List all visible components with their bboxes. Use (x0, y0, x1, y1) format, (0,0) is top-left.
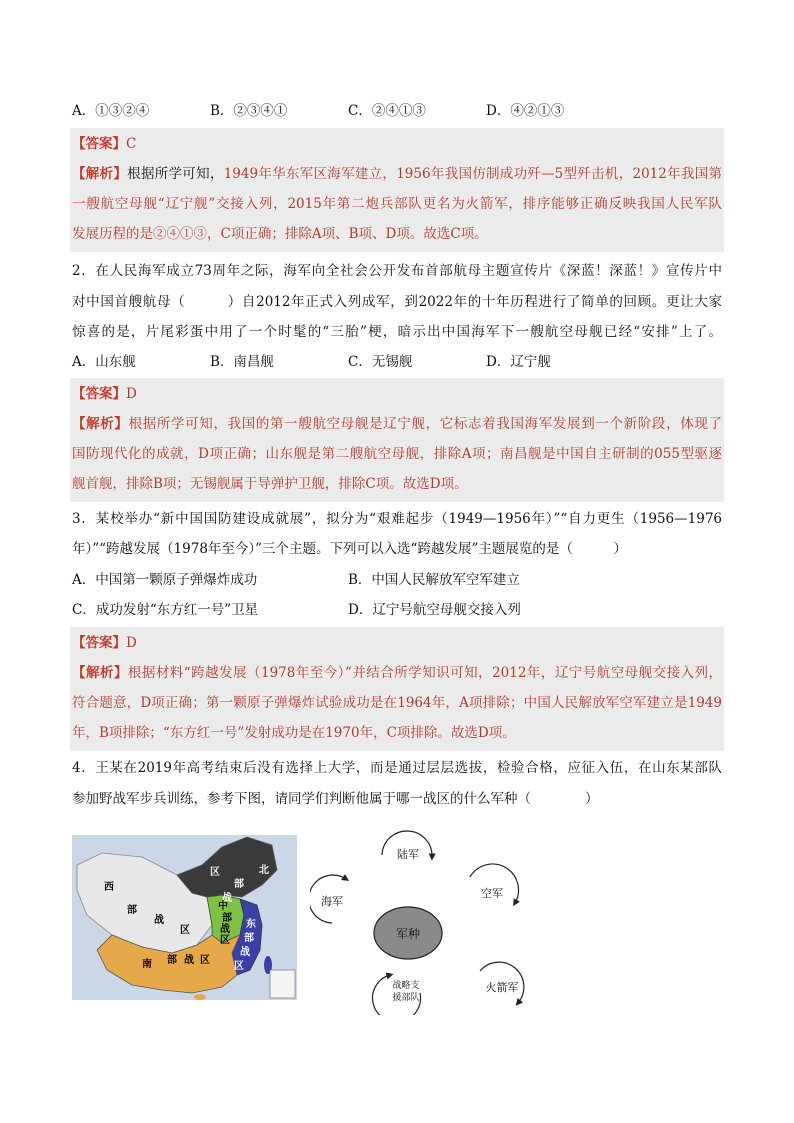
q2-option-d[interactable]: D．辽宁舰 (486, 354, 551, 370)
q1-option-c[interactable]: C．②④①③ (348, 103, 426, 119)
q2-option-b[interactable]: B．南昌舰 (210, 354, 274, 370)
map-label-east-qu: 区 (234, 961, 244, 972)
map-inset (270, 970, 295, 998)
q3-option-c[interactable]: C．成功发射“东方红一号”卫星 (72, 602, 259, 618)
map-label-north-qu: 区 (210, 867, 220, 878)
q2-answer-row: 【答案】D (72, 386, 137, 402)
q3-stem-line-1: 3．某校举办“新中国国防建设成就展”，拟分为“艰难起步（1949—1956年）”“自力更生（1956—1976 (72, 511, 722, 527)
diagram-rocket-label: 火箭军 (485, 981, 519, 994)
map-label-central-qu: 区 (220, 935, 230, 946)
q3-answer: D (126, 635, 137, 651)
q1-option-d[interactable]: D．④②①③ (486, 103, 565, 119)
q2-analysis-line-1: 【解析】根据所学可知，我国的第一艘航空母舰是辽宁舰，它标志着我国海军发展到一个新阶段，体现了 (72, 416, 722, 432)
map-label-north-zhan: 战 (222, 893, 232, 904)
q4-stem-line-1: 4．王某在2019年高考结束后没有选择上大学，而是通过层层选拔，检验合格，应征入伍，在山东某部队 (72, 760, 722, 776)
diagram-navy-label: 海军 (321, 895, 343, 908)
q2-option-c[interactable]: C．无锡舰 (348, 354, 413, 370)
q3-option-b[interactable]: B．中国人民解放军空军建立 (348, 572, 520, 588)
q1-analysis-line-2: 一艘航空母舰“辽宁舰”交接入列，2015年第二炮兵部队更名为火箭军，排序能够正确反映我国人民军队 (72, 196, 722, 212)
q2-option-a[interactable]: A．山东舰 (72, 354, 136, 370)
diagram-support-label-2: 援部队 (392, 993, 420, 1003)
q2-answer-block (70, 378, 724, 502)
map-label-south-bu: 部 (167, 955, 177, 966)
diagram-army-label: 陆军 (397, 848, 419, 861)
map-svg (72, 835, 297, 1000)
q1-answer-block (70, 128, 724, 252)
q1-option-a[interactable]: A．①③②④ (72, 103, 150, 119)
map-label-east-bu: 部 (244, 933, 254, 944)
diagram-svg (310, 825, 550, 1015)
answer-tag: 【答案】 (72, 136, 126, 152)
map-label-south-qu: 区 (200, 955, 210, 966)
map-label-east-zhan: 战 (240, 947, 250, 958)
q3-answer-block (70, 627, 724, 751)
q3-analysis-line-3: 年，B项排除；“东方红一号”发射成功是在1970年，C项排除。故选D项。 (72, 725, 516, 741)
map-label-east: 东 (246, 919, 256, 930)
q3-option-a[interactable]: A．中国第一颗原子弹爆炸成功 (72, 572, 258, 588)
q3-analysis-line-2: 符合题意，D项正确；第一颗原子弹爆炸试验成功是在1964年，A项排除；中国人民解放军空军建立是1949 (72, 695, 722, 711)
q4-stem-line-2: 参加野战军步兵训练，参考下图，请同学们判断他属于哪一战区的什么军种（ ） (72, 791, 599, 807)
map-label-central-bu: 部 (222, 913, 232, 924)
q1-answer-row (72, 134, 136, 154)
map-label-west-qu: 区 (180, 925, 190, 936)
q2-analysis-line-2: 国防现代化的成就，D项正确；山东舰是第二艘航空母舰，排除A项；南昌舰是中国自主研制的055型驱逐 (72, 446, 722, 462)
q3-option-d[interactable]: D．辽宁号航空母舰交接入列 (348, 602, 521, 618)
military-branch-diagram (310, 825, 550, 1015)
q2-stem-line-2: 对中国首艘航母（ ）自2012年正式入列成军，到2022年的十年历程进行了简单的回顾。更让大家 (72, 294, 722, 310)
q2-analysis-line-3: 舰首舰，排除B项；无锡舰属于导弹护卫舰，排除C项。故选D项。 (72, 476, 468, 492)
analysis-tag: 【解析】 (72, 166, 128, 182)
q3-analysis-line-1: 【解析】根据材料“跨越发展（1978年至今）”并结合所学知识可知，2012年，辽宁号航空母舰交接入列， (72, 665, 723, 681)
q1-option-b[interactable]: B．②③④① (210, 103, 288, 119)
map-label-west-bu: 部 (127, 905, 137, 916)
map-label-west: 西 (104, 882, 114, 893)
q2-stem-line-3: 惊喜的是，片尾彩蛋中用了一个时髦的“三胎”梗，暗示出中国海军下一艘航空母舰已经“安排”上了。 (72, 324, 722, 340)
diagram-center-label: 军种 (395, 927, 421, 941)
q2-options (72, 352, 724, 372)
q1-analysis-line-1: 【解析】根据所学可知，1949年华东军区海军建立，1956年我国仿制成功歼—5型歼击机，2012年我国第 (72, 166, 722, 182)
map-label-central: 中 (218, 901, 228, 912)
q1-options (72, 101, 724, 121)
map-label-central-zhan: 战 (220, 924, 230, 935)
map-label-north-bu: 部 (234, 879, 244, 890)
q3-options-row-2 (72, 600, 724, 620)
q3-options-row-1 (72, 570, 724, 590)
q2-stem-line-1: 2．在人民海军成立73周年之际，海军向全社会公开发布首部航母主题宣传片《深蓝！深蓝！》宣传片中 (72, 263, 722, 279)
q3-answer-row: 【答案】D (72, 635, 137, 651)
diagram-airforce-label: 空军 (481, 887, 503, 900)
map-label-south-zhan: 战 (184, 955, 194, 966)
q1-answer: C (126, 136, 137, 152)
q3-stem-line-2: 年）”“跨越发展（1978年至今）”三个主题。下列可以入选“跨越发展”主题展览的是（ ） (72, 541, 627, 557)
diagram-support-label-1: 战略支 (392, 981, 420, 991)
map-label-west-zhan: 战 (154, 915, 164, 926)
q2-answer: D (126, 386, 137, 402)
q1-analysis-line-3: 发展历程的是②④①③，C项正确；排除A项、B项、D项。故选C项。 (72, 226, 488, 242)
theater-command-map (72, 835, 297, 1000)
map-label-north: 北 (259, 865, 269, 876)
map-label-south: 南 (142, 959, 152, 970)
map-island-hainan (194, 994, 206, 1000)
